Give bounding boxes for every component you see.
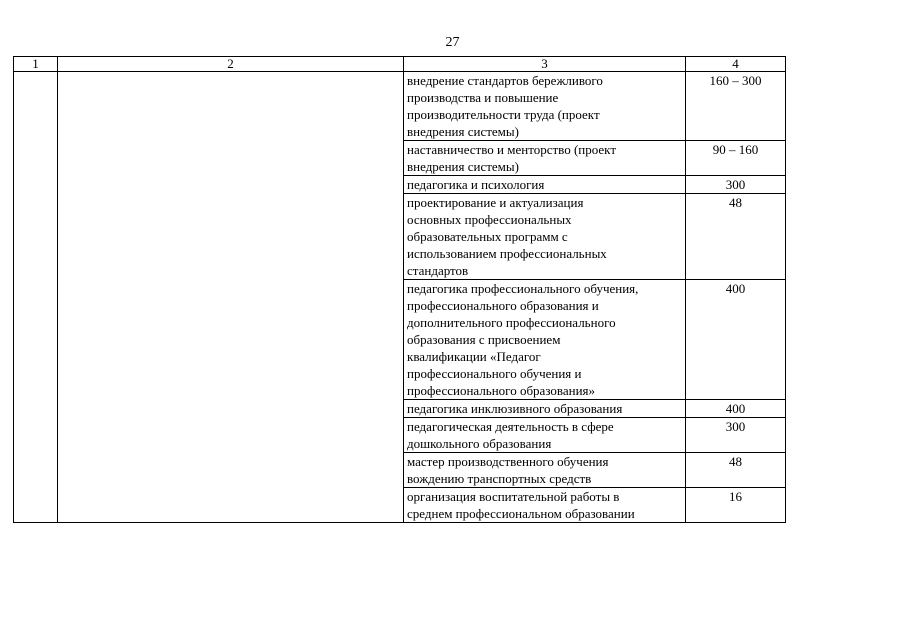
program-name-line: вождению транспортных средств <box>407 471 592 486</box>
hours-cell: 90 – 160 <box>686 141 786 176</box>
program-name-cell <box>404 488 686 523</box>
header-cell-3: 3 <box>404 57 686 72</box>
program-name-cell <box>404 141 686 176</box>
program-name-line: наставничество и менторство (проект <box>407 142 617 157</box>
program-name-line: педагогическая деятельность в сфере <box>407 419 614 434</box>
program-name-cell <box>404 453 686 488</box>
program-name-line: проектирование и актуализация <box>407 195 584 210</box>
header-cell-1: 1 <box>14 57 58 72</box>
program-name-line: производства и повышение <box>407 90 559 105</box>
program-name-line: образования с присвоением <box>407 332 561 347</box>
hours-cell: 300 <box>686 418 786 453</box>
program-name-line: педагогика и психология <box>407 177 545 192</box>
program-name-line: производительности труда (проект <box>407 107 600 122</box>
hours-cell: 16 <box>686 488 786 523</box>
program-name-line: профессионального образования и <box>407 298 599 313</box>
table-row <box>14 72 786 141</box>
page-number: 27 <box>445 35 460 50</box>
header-cell-2: 2 <box>58 57 404 72</box>
program-name-line: мастер производственного обучения <box>407 454 609 469</box>
program-name-cell <box>404 194 686 280</box>
program-name-line: внедрения системы) <box>407 124 519 139</box>
program-name-cell <box>404 400 686 418</box>
program-name-cell <box>404 72 686 141</box>
hours-cell: 300 <box>686 176 786 194</box>
hours-cell: 160 – 300 <box>686 72 786 141</box>
table-header-row <box>14 57 786 72</box>
program-name-line: использованием профессиональных <box>407 246 607 261</box>
program-name-line: стандартов <box>407 263 469 278</box>
row-number-cell <box>14 72 58 523</box>
program-name-line: внедрения системы) <box>407 159 519 174</box>
program-name-line: квалификации «Педагог <box>407 349 541 364</box>
category-cell <box>58 72 404 523</box>
program-name-line: среднем профессиональном образовании <box>407 506 635 521</box>
program-name-line: профессионального обучения и <box>407 366 582 381</box>
program-name-line: образовательных программ с <box>407 229 568 244</box>
header-cell-4: 4 <box>686 57 786 72</box>
program-name-cell <box>404 176 686 194</box>
program-name-line: дошкольного образования <box>407 436 552 451</box>
program-table <box>13 56 786 523</box>
program-name-cell <box>404 280 686 400</box>
hours-cell: 48 <box>686 194 786 280</box>
program-name-line: внедрение стандартов бережливого <box>407 73 603 88</box>
program-name-line: профессионального образования» <box>407 383 596 398</box>
program-name-line: педагогика профессионального обучения, <box>407 281 639 296</box>
program-name-line: дополнительного профессионального <box>407 315 616 330</box>
program-name-line: организация воспитательной работы в <box>407 489 620 504</box>
hours-cell: 400 <box>686 280 786 400</box>
program-name-line: основных профессиональных <box>407 212 572 227</box>
hours-cell: 400 <box>686 400 786 418</box>
program-name-line: педагогика инклюзивного образования <box>407 401 623 416</box>
hours-cell: 48 <box>686 453 786 488</box>
program-name-cell <box>404 418 686 453</box>
